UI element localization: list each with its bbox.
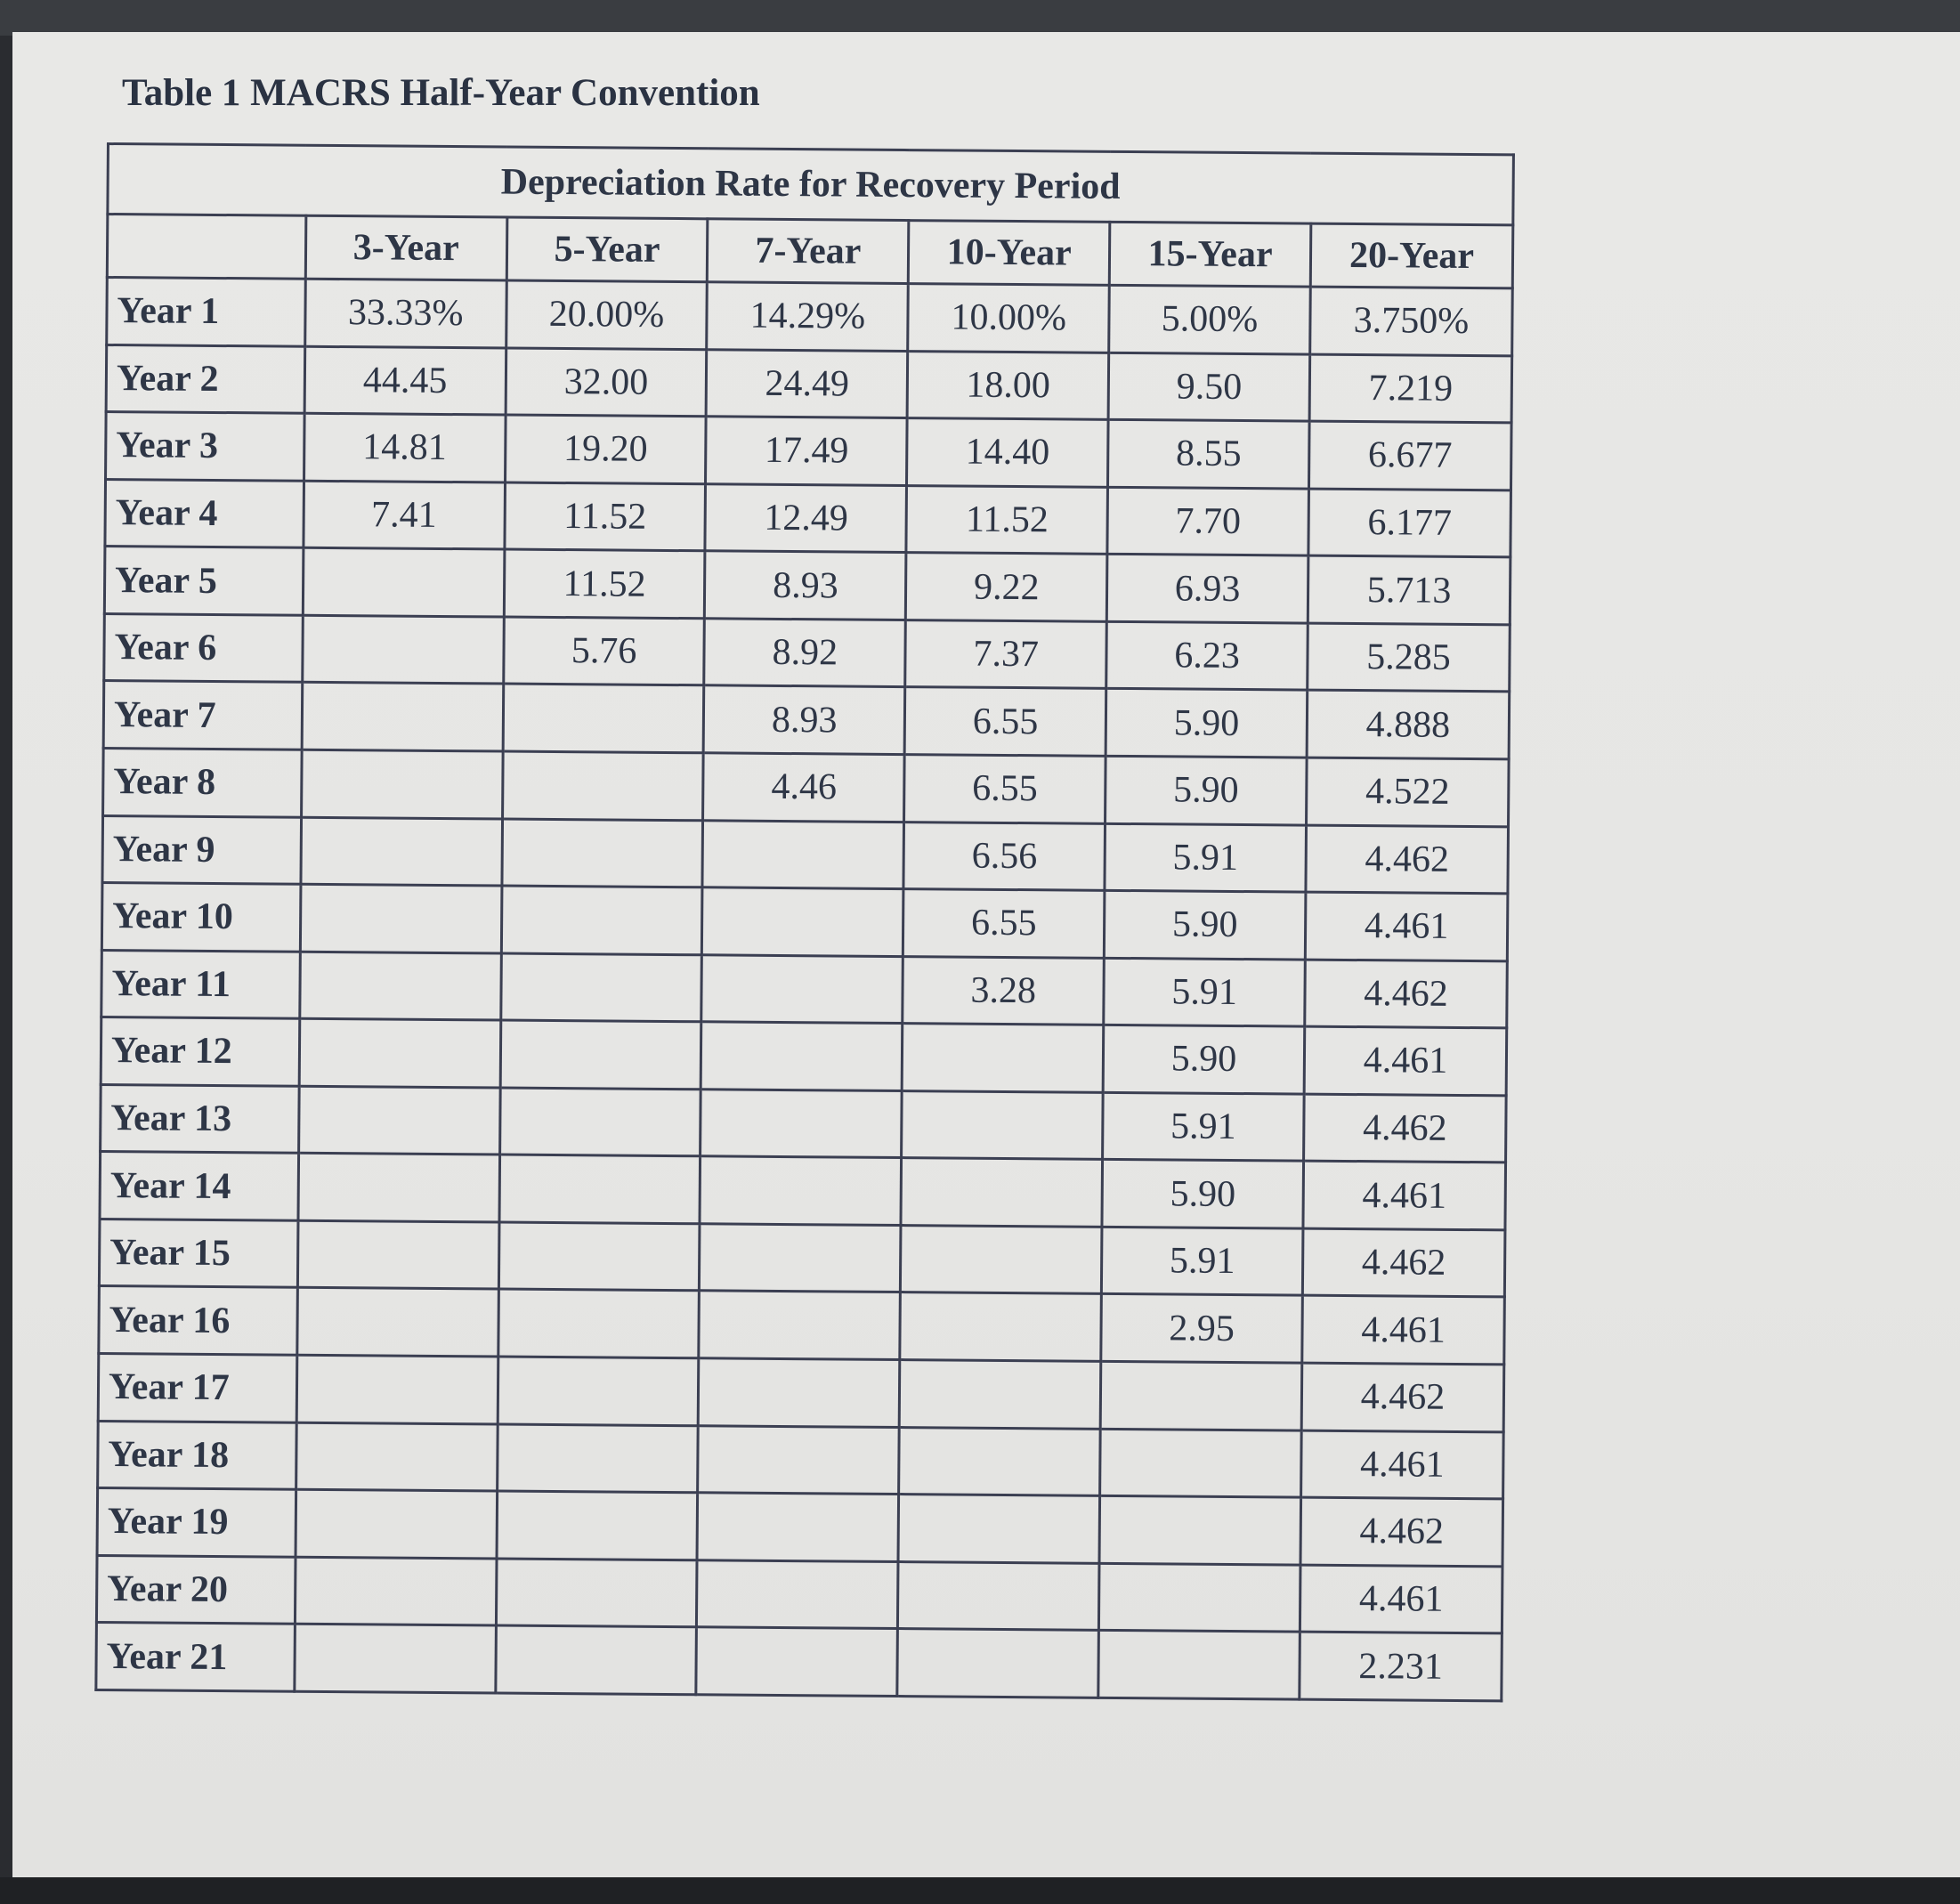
table-row <box>101 1084 1507 1163</box>
rate-cell <box>296 1355 498 1423</box>
table-row <box>103 681 1510 759</box>
rate-cell: 4.462 <box>1304 1094 1507 1163</box>
rate-cell <box>301 749 502 818</box>
rate-cell <box>696 1627 897 1697</box>
year-label-cell: Year 10 <box>101 883 300 952</box>
rate-cell <box>701 954 903 1023</box>
rate-cell: 6.56 <box>903 822 1105 890</box>
rate-cell: 5.91 <box>1104 958 1305 1026</box>
rate-cell: 11.52 <box>504 549 705 618</box>
rate-cell: 5.76 <box>503 617 704 685</box>
year-label-cell: Year 18 <box>98 1421 296 1489</box>
rate-cell <box>499 1155 701 1223</box>
rate-cell <box>702 887 903 956</box>
rate-cell: 4.888 <box>1307 690 1510 758</box>
rate-cell <box>1098 1631 1300 1700</box>
rate-cell: 9.50 <box>1108 352 1309 421</box>
rate-cell: 5.91 <box>1101 1227 1302 1295</box>
rate-cell: 9.22 <box>906 553 1107 621</box>
table-row <box>101 950 1508 1028</box>
rate-cell: 4.461 <box>1304 1026 1507 1095</box>
table-row <box>106 412 1512 490</box>
rate-cell <box>899 1427 1100 1495</box>
rate-cell <box>502 819 703 887</box>
rate-cell: 12.49 <box>705 483 906 552</box>
rate-cell <box>502 751 703 820</box>
rate-cell: 4.46 <box>703 753 904 822</box>
rate-cell: 8.92 <box>704 619 905 687</box>
rate-cell: 11.52 <box>505 482 706 551</box>
rate-cell <box>299 1018 500 1087</box>
year-label-cell: Year 20 <box>96 1555 295 1624</box>
rate-cell <box>497 1424 698 1493</box>
rate-cell: 6.55 <box>904 687 1106 756</box>
rate-cell: 14.81 <box>304 413 505 482</box>
rate-cell: 14.29% <box>707 282 908 351</box>
rate-cell: 33.33% <box>304 279 506 347</box>
year-label-cell: Year 2 <box>106 344 304 413</box>
year-column-header <box>107 215 305 280</box>
rate-cell: 5.90 <box>1102 1160 1303 1228</box>
rate-cell: 4.462 <box>1301 1363 1504 1431</box>
rate-cell: 8.93 <box>704 685 905 754</box>
rate-cell <box>499 1088 701 1156</box>
table-row <box>96 1623 1502 1701</box>
year-label-cell: Year 12 <box>101 1017 299 1086</box>
table-row <box>102 815 1509 894</box>
table-row <box>97 1488 1503 1567</box>
rate-cell <box>900 1292 1101 1361</box>
rate-cell <box>697 1493 898 1561</box>
rate-cell: 18.00 <box>907 351 1108 419</box>
rate-cell: 4.462 <box>1300 1497 1503 1566</box>
year-label-cell: Year 17 <box>98 1353 296 1422</box>
period-header-cell: 5-Year <box>506 217 708 282</box>
rate-cell <box>501 886 702 954</box>
rate-cell: 5.90 <box>1106 756 1307 824</box>
recovery-period-group-header: Depreciation Rate for Recovery Period <box>108 144 1514 225</box>
period-header-cell: 3-Year <box>305 215 506 280</box>
rate-cell <box>898 1495 1099 1563</box>
rate-cell <box>899 1360 1100 1429</box>
table-row <box>106 344 1512 423</box>
table-row <box>103 748 1510 826</box>
rate-cell: 4.462 <box>1302 1228 1505 1297</box>
screen-left-bezel <box>0 36 12 1877</box>
macrs-table <box>94 142 1515 1702</box>
year-label-cell: Year 19 <box>97 1488 296 1557</box>
rate-cell <box>902 1090 1103 1159</box>
table-row <box>98 1421 1504 1499</box>
rate-cell: 4.461 <box>1305 892 1508 960</box>
macrs-table-container <box>94 142 1515 1702</box>
table-row <box>107 278 1513 356</box>
table-row <box>105 479 1511 557</box>
rate-cell <box>500 1020 701 1089</box>
rate-cell: 11.52 <box>906 485 1107 554</box>
year-label-cell: Year 16 <box>99 1286 297 1355</box>
year-label-cell: Year 7 <box>103 681 302 749</box>
rate-cell: 32.00 <box>506 348 707 417</box>
year-label-cell: Year 9 <box>102 815 301 884</box>
rate-cell <box>702 820 903 888</box>
rate-cell: 7.70 <box>1107 487 1308 555</box>
rate-cell: 3.750% <box>1310 287 1513 355</box>
rate-cell: 14.40 <box>907 418 1108 487</box>
rate-cell <box>303 547 504 616</box>
screen-bottom-bezel <box>0 1877 1960 1904</box>
period-header-cell: 10-Year <box>909 221 1110 286</box>
rate-cell <box>701 1090 902 1158</box>
year-label-cell: Year 4 <box>105 479 304 547</box>
rate-cell: 2.231 <box>1300 1632 1502 1701</box>
rate-cell <box>1100 1429 1301 1497</box>
rate-cell: 8.55 <box>1108 419 1309 488</box>
table-row <box>101 1017 1507 1096</box>
period-header-row <box>107 215 1513 288</box>
table-body <box>96 278 1512 1701</box>
rate-cell: 4.461 <box>1301 1430 1504 1499</box>
rate-cell: 8.93 <box>705 551 906 620</box>
rate-cell: 4.461 <box>1303 1161 1506 1229</box>
table-row <box>99 1219 1505 1297</box>
rate-cell <box>1099 1563 1300 1632</box>
year-label-cell: Year 11 <box>101 950 300 1018</box>
rate-cell <box>500 953 701 1022</box>
rate-cell: 4.522 <box>1306 758 1509 826</box>
rate-cell <box>298 1086 499 1155</box>
rate-cell <box>700 1224 901 1292</box>
rate-cell: 5.91 <box>1103 1092 1304 1161</box>
rate-cell: 7.37 <box>905 620 1106 688</box>
year-label-cell: Year 14 <box>100 1152 298 1220</box>
period-header-cell: 20-Year <box>1310 223 1513 288</box>
rate-cell <box>701 1022 903 1090</box>
year-label-cell: Year 6 <box>104 613 303 682</box>
table-title: Table 1 MACRS Half-Year Convention <box>122 72 760 114</box>
rate-cell <box>897 1629 1098 1698</box>
year-label-cell: Year 5 <box>104 547 303 615</box>
rate-cell: 5.90 <box>1104 890 1305 959</box>
rate-cell: 5.90 <box>1103 1025 1304 1094</box>
rate-cell: 7.41 <box>304 481 505 549</box>
rate-cell <box>298 1154 499 1222</box>
table-row <box>101 883 1508 961</box>
rate-cell <box>297 1220 498 1289</box>
rate-cell: 6.23 <box>1106 621 1308 690</box>
period-header-cell: 7-Year <box>708 219 909 284</box>
rate-cell: 19.20 <box>505 415 706 483</box>
rate-cell <box>699 1291 900 1359</box>
rate-cell <box>898 1561 1099 1630</box>
rate-cell <box>300 884 501 952</box>
year-label-cell: Year 3 <box>106 412 304 481</box>
year-label-cell: Year 21 <box>96 1623 295 1691</box>
table-row <box>96 1555 1502 1633</box>
rate-cell: 4.461 <box>1300 1565 1502 1633</box>
year-label-cell: Year 1 <box>107 278 305 346</box>
rate-cell <box>1099 1495 1300 1564</box>
rate-cell <box>698 1425 899 1494</box>
rate-cell: 6.55 <box>903 889 1105 958</box>
rate-cell: 10.00% <box>908 284 1109 352</box>
rate-cell <box>302 615 503 684</box>
year-label-cell: Year 15 <box>99 1219 297 1287</box>
rate-cell <box>902 1024 1103 1092</box>
rate-cell: 24.49 <box>707 349 908 417</box>
rate-cell: 17.49 <box>706 417 907 485</box>
period-header-cell: 15-Year <box>1109 222 1310 287</box>
rate-cell <box>296 1489 497 1558</box>
rate-cell <box>498 1289 699 1357</box>
table-row <box>100 1152 1506 1230</box>
rate-cell: 6.55 <box>904 754 1106 822</box>
rate-cell <box>297 1288 498 1357</box>
rate-cell <box>495 1625 696 1695</box>
rate-cell <box>496 1559 697 1627</box>
rate-cell <box>498 1222 700 1291</box>
rate-cell <box>301 817 502 886</box>
rate-cell: 6.677 <box>1308 421 1511 490</box>
rate-cell: 20.00% <box>506 280 707 349</box>
year-label-cell: Year 13 <box>101 1084 299 1153</box>
rate-cell: 5.713 <box>1308 555 1510 624</box>
rate-cell: 4.462 <box>1305 960 1508 1028</box>
table-row <box>98 1353 1504 1431</box>
rate-cell <box>295 1557 496 1625</box>
rate-cell <box>700 1156 901 1225</box>
rate-cell: 4.462 <box>1306 825 1509 894</box>
rate-cell: 44.45 <box>304 346 506 415</box>
rate-cell: 5.285 <box>1308 623 1510 692</box>
rate-cell: 3.28 <box>903 956 1104 1025</box>
year-label-cell: Year 8 <box>103 748 302 816</box>
rate-cell: 5.91 <box>1105 823 1306 892</box>
rate-cell: 7.219 <box>1309 354 1512 423</box>
rate-cell <box>497 1491 698 1560</box>
rate-cell <box>697 1560 898 1628</box>
rate-cell: 5.00% <box>1109 285 1310 353</box>
rate-cell <box>295 1624 496 1693</box>
rate-cell <box>503 684 704 752</box>
rate-cell: 4.461 <box>1302 1296 1505 1365</box>
rate-cell <box>296 1422 497 1491</box>
rate-cell <box>1100 1361 1301 1430</box>
rate-cell: 5.90 <box>1106 689 1307 758</box>
table-row <box>104 547 1510 625</box>
table-group-header-row <box>108 144 1514 225</box>
rate-cell <box>300 952 501 1020</box>
rate-cell <box>302 683 503 751</box>
table-row <box>99 1286 1505 1365</box>
rate-cell: 2.95 <box>1101 1294 1302 1363</box>
rate-cell <box>699 1358 900 1427</box>
screen-top-bezel <box>0 0 1960 36</box>
rate-cell <box>498 1357 699 1425</box>
rate-cell <box>901 1158 1102 1227</box>
rate-cell <box>901 1225 1102 1293</box>
table-row <box>104 613 1510 692</box>
rate-cell: 6.93 <box>1106 555 1308 623</box>
rate-cell: 6.177 <box>1308 489 1511 557</box>
